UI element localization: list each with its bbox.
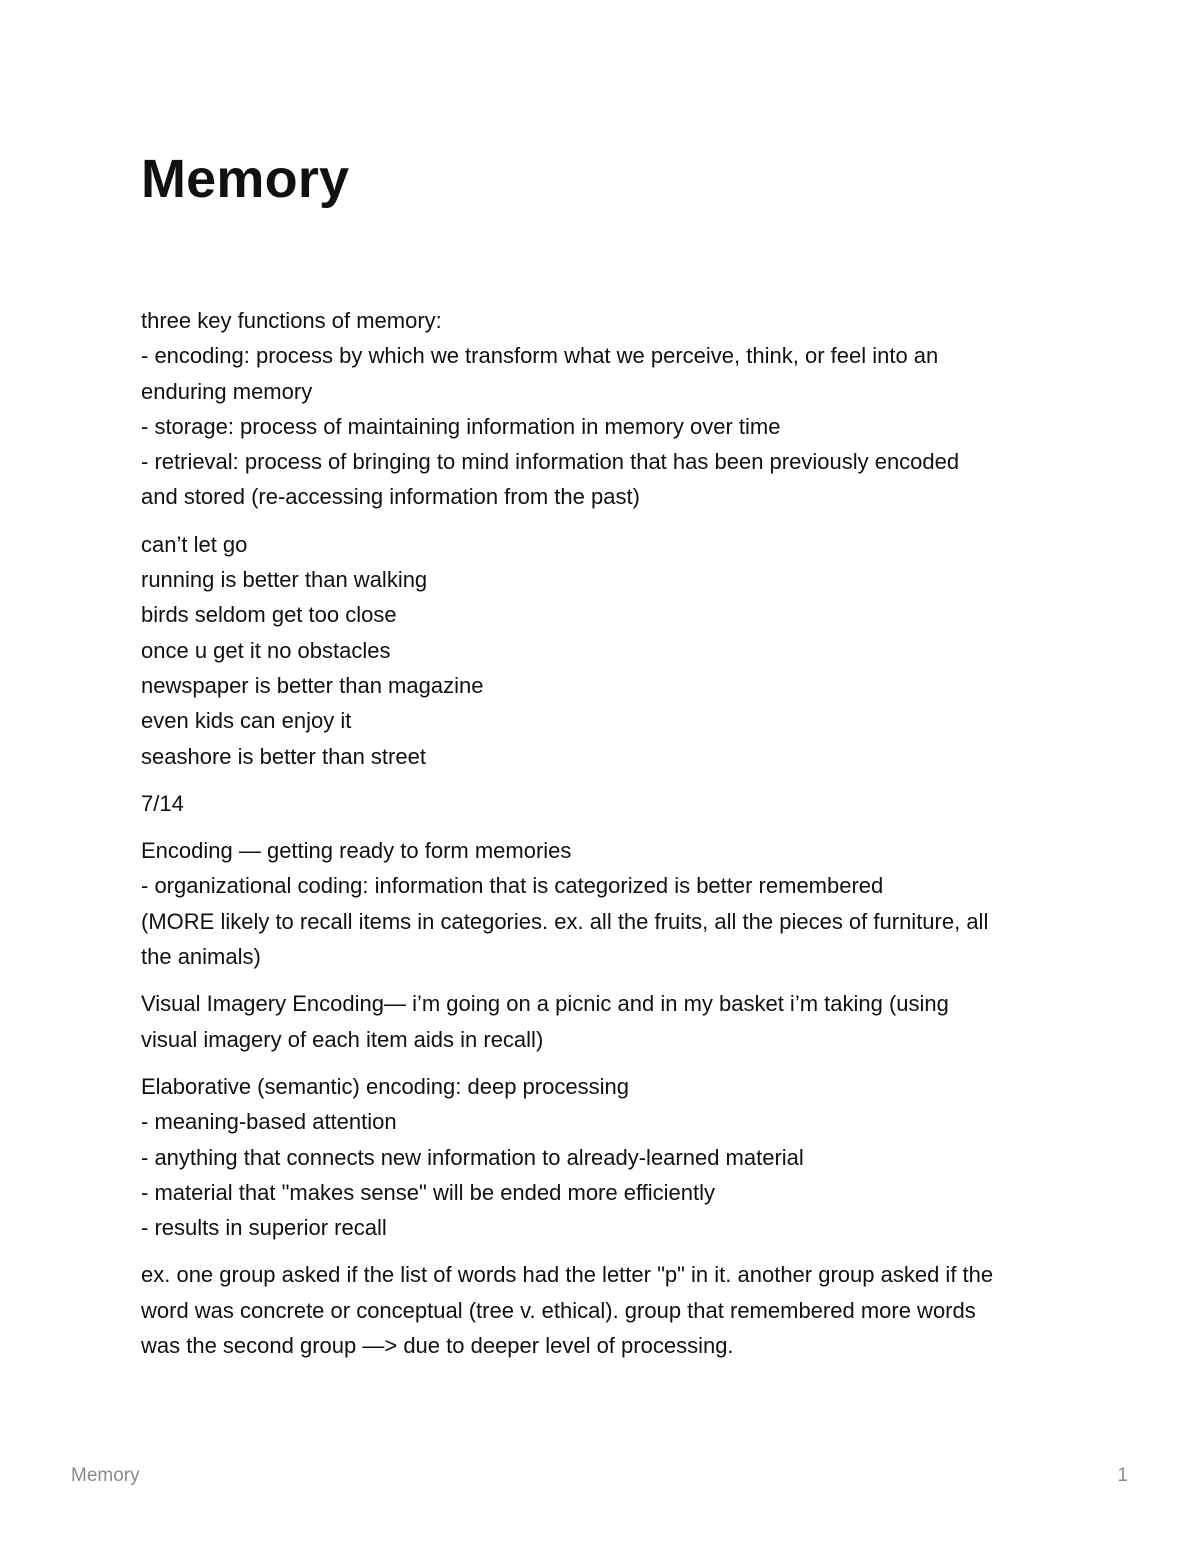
text-line: - anything that connects new information to already-learned material [141,1144,804,1170]
text-line: ex. one group asked if the list of words had the letter "p" in it. another group asked if the [141,1262,994,1288]
page-title: Memory [141,149,350,209]
text-line: - material that "makes sense" will be ended more efficiently [141,1179,716,1205]
text-line: newspaper is better than magazine [141,672,484,698]
text-line: - retrieval: process of bringing to mind information that has been previously encoded [141,449,960,475]
text-line: word was concrete or conceptual (tree v. ethical). group that remembered more words [141,1297,976,1323]
footer-page-number: 1 [1117,1465,1128,1486]
text-line: Encoding — getting ready to form memories [141,838,572,864]
text-line: (MORE likely to recall items in categories. ex. all the fruits, all the pieces of furniture, all [141,908,989,934]
document-body [141,303,1071,1375]
text-line: even kids can enjoy it [141,708,352,734]
text-line: enduring memory [141,378,313,404]
text-line: Elaborative (semantic) encoding: deep processing [141,1073,629,1099]
paragraph-phrase-list [141,527,1071,774]
text-line: seashore is better than street [141,743,426,769]
paragraph-elaborative-encoding [141,1069,1071,1245]
paragraph-date [141,786,1071,821]
footer-doc-name: Memory [71,1465,140,1486]
text-line: three key functions of memory: [141,308,442,333]
text-line: birds seldom get too close [141,602,397,628]
text-line: - organizational coding: information that is categorized is better remembered [141,873,884,899]
text-line: Visual Imagery Encoding— i’m going on a picnic and in my basket i’m taking (using [141,991,949,1017]
text-line: running is better than walking [141,567,428,593]
date-line: 7/14 [141,790,184,816]
paragraph-encoding [141,833,1071,974]
text-line: the animals) [141,944,261,970]
text-line: - meaning-based attention [141,1109,397,1135]
paragraph-functions-of-memory [141,303,1071,515]
text-line: - encoding: process by which we transform what we perceive, think, or feel into an [141,343,939,369]
text-line: can’t let go [141,531,248,557]
text-line: once u get it no obstacles [141,637,391,663]
text-line: was the second group —> due to deeper level of processing. [141,1333,734,1359]
text-line: and stored (re-accessing information from the past) [141,484,640,510]
paragraph-example [141,1257,1071,1363]
text-line: visual imagery of each item aids in recall) [141,1026,544,1052]
text-line: - storage: process of maintaining information in memory over time [141,413,781,439]
text-line: - results in superior recall [141,1215,387,1241]
paragraph-visual-imagery [141,986,1071,1057]
